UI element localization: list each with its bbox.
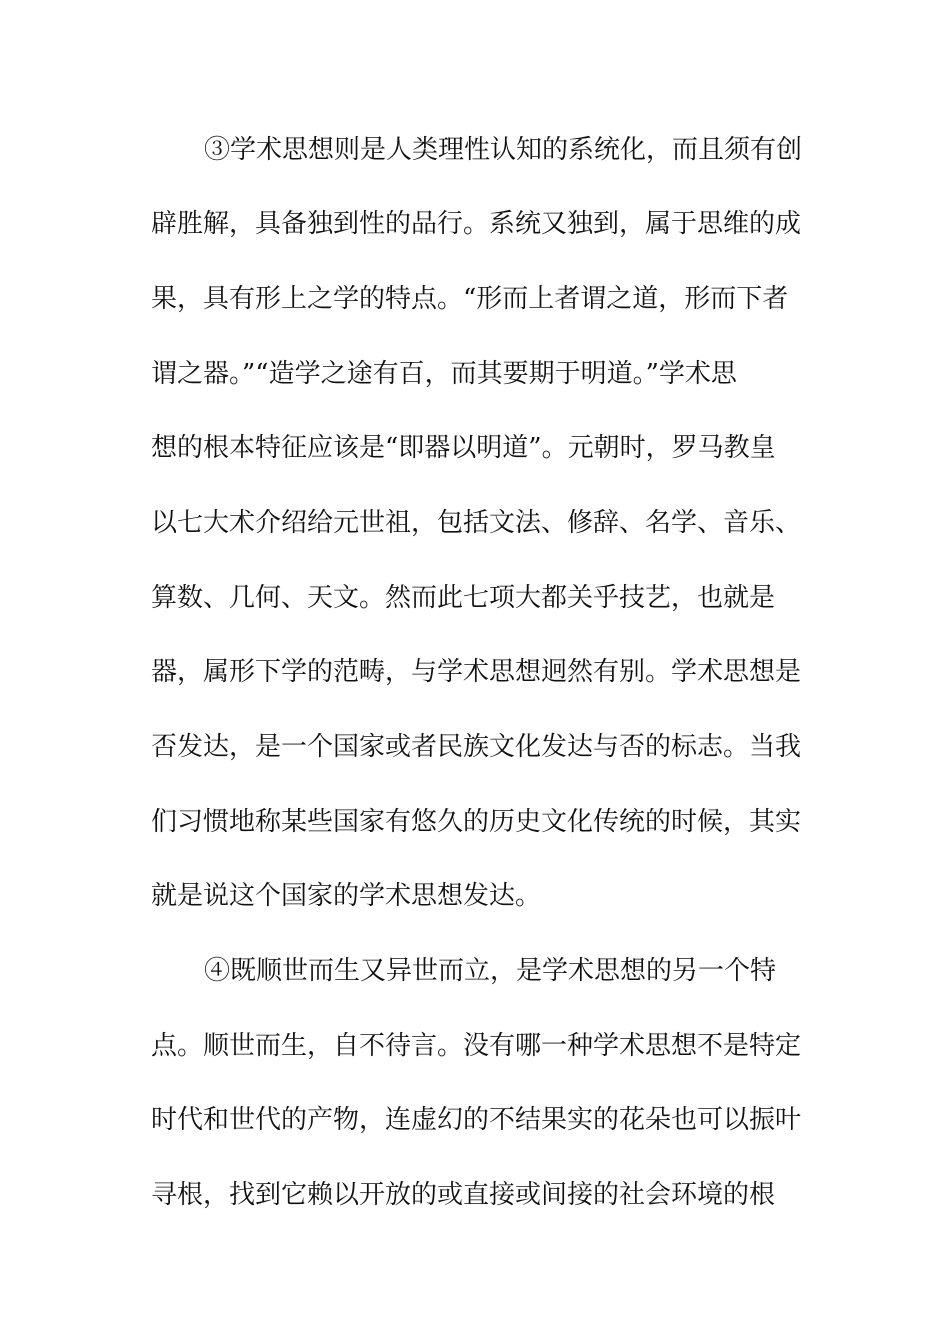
paragraph-1-line-4: 谓之器。”“造学之途有百，而其要期于明道。”学术思 — [151, 359, 737, 389]
paragraph-2-line-4: 寻根，找到它赖以开放的或直接或间接的社会环境的根 — [151, 1180, 776, 1210]
paragraph-1-line-8: 器，属形下学的范畴，与学术思想迥然有别。学术思想是 — [151, 657, 802, 687]
paragraph-1-line-9: 否发达，是一个国家或者民族文化发达与否的标志。当我 — [151, 732, 802, 762]
paragraph-1-line-1: ③学术思想则是人类理性认知的系统化，而且须有创 — [204, 135, 803, 165]
paragraph-2-line-2: 点。顺世而生，自不待言。没有哪一种学术思想不是特定 — [151, 1031, 802, 1061]
paragraph-2-line-1: ④既顺世而生又异世而立，是学术思想的另一个特 — [204, 956, 777, 986]
paragraph-1-line-5: 想的根本特征应该是“即器以明道”。元朝时，罗马教皇 — [151, 433, 776, 463]
paragraph-1-line-6: 以七大术介绍给元世祖，包括文法、修辞、名学、音乐、 — [151, 508, 802, 538]
paragraph-1-line-7: 算数、几何、天文。然而此七项大都关乎技艺，也就是 — [151, 583, 776, 613]
paragraph-1-line-3: 果，具有形上之学的特点。“形而上者谓之道，形而下者 — [151, 284, 789, 314]
paragraph-2-line-3: 时代和世代的产物，连虚幻的不结果实的花朵也可以振叶 — [151, 1105, 802, 1135]
paragraph-1-line-2: 辟胜解，具备独到性的品行。系统又独到，属于思维的成 — [151, 209, 802, 239]
paragraph-1-line-11: 就是说这个国家的学术思想发达。 — [151, 881, 542, 911]
paragraph-1-line-10: 们习惯地称某些国家有悠久的历史文化传统的时候，其实 — [151, 807, 802, 837]
